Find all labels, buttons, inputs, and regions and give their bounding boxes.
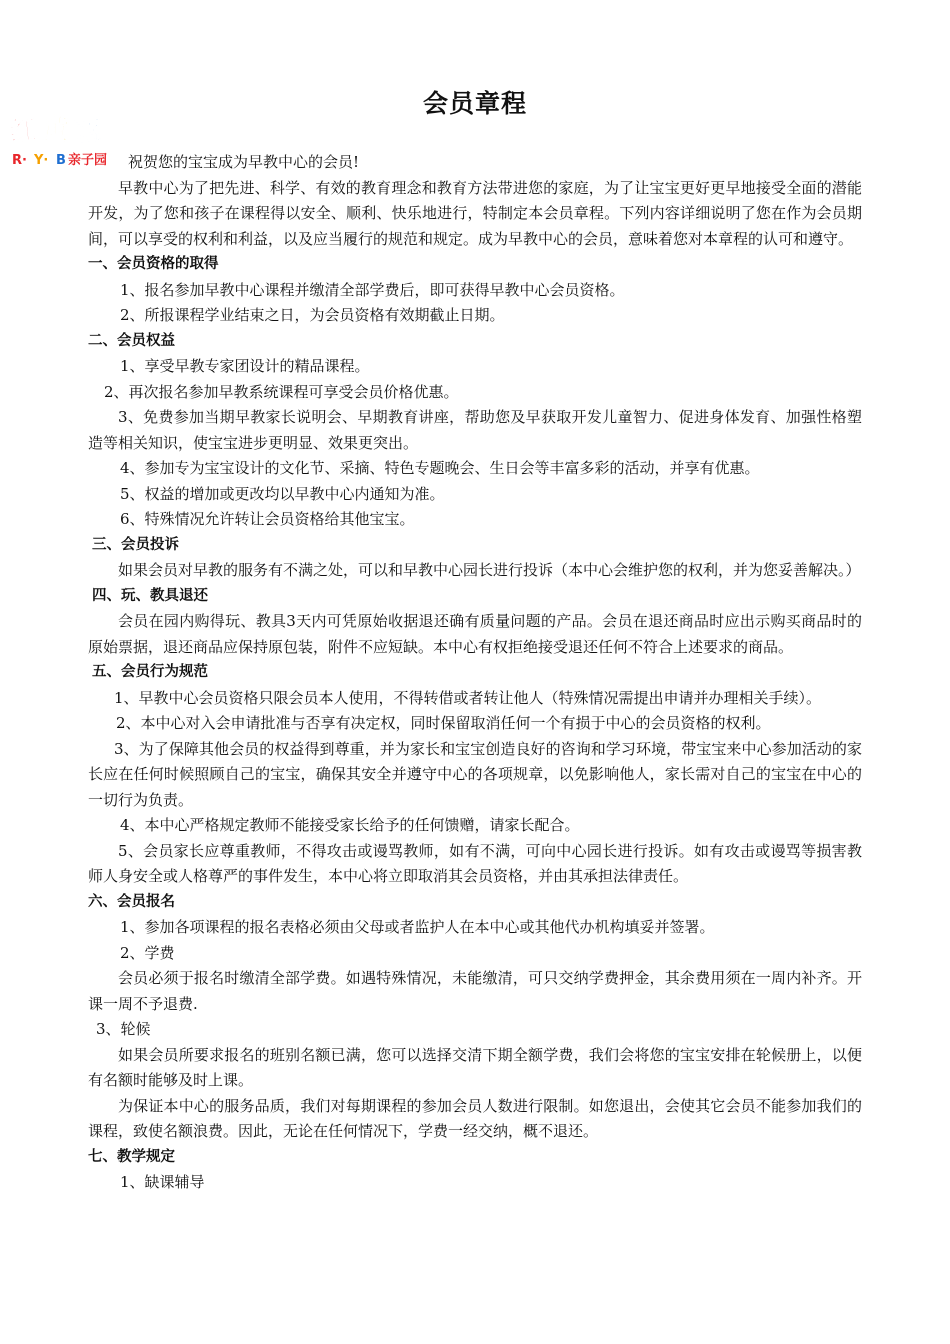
list-item: 1、参加各项课程的报名表格必须由父母或者监护人在本中心或其他代办机构填妥并签署。 — [120, 918, 715, 936]
svg-text:蓝: 蓝 — [72, 115, 103, 148]
svg-text:B: B — [56, 153, 66, 168]
section-paragraph: 为保证本中心的服务品质，我们对每期课程的参加会员人数进行限制。如您退出，会使其它会员不能参加我们的课程，致使名额浪费。因此，无论在任何情况下，学费一经交纳，概不退还。 — [88, 1096, 862, 1140]
list-item: 4、本中心严格规定教师不能接受家长给予的任何馈赠，请家长配合。 — [120, 816, 580, 834]
intro-paragraph: 早教中心为了把先进、科学、有效的教育理念和教育方法带进您的家庭，为了让宝宝更好更早地接受全面的潜能开发，为了您和孩子在课程得以安全、顺利、快乐地进行，特制定本会员章程。下列内容详细说明了您在作为会员期间，可以享受的权利和利益，以及应当履行的规范和规定。成为早教中心的会员，意味着您对本章程的认可和遵守。 — [88, 178, 862, 248]
section-heading: 七、教学规定 — [88, 1148, 175, 1165]
list-item: 6、特殊情况允许转让会员资格给其他宝宝。 — [120, 510, 415, 528]
list-item: 1、报名参加早教中心课程并缴清全部学费后，即可获得早教中心会员资格。 — [120, 280, 625, 299]
section-heading: 五、会员行为规范 — [92, 664, 208, 680]
svg-text:R·: R· — [12, 153, 27, 168]
section-heading: 二、会员权益 — [88, 332, 175, 349]
section-heading: 六、会员报名 — [88, 893, 175, 910]
list-item: 2、本中心对入会申请批准与否享有决定权，同时保留取消任何一个有损于中心的会员资格的权利。 — [116, 714, 771, 732]
svg-text:黄: 黄 — [40, 113, 71, 146]
svg-text:亲子园: 亲子园 — [68, 153, 108, 168]
list-item: 1、缺课辅导 — [120, 1173, 205, 1191]
section-paragraph: 如果会员对早教的服务有不满之处，可以和早教中心园长进行投诉（本中心会维护您的权利，并为您妥善解决。） — [118, 561, 861, 579]
svg-text:Y·: Y· — [34, 153, 49, 168]
list-item: 3、免费参加当期早教家长说明会、早期教育讲座，帮助您及早获取开发儿童智力、促进身体发育、加强性格塑造等相关知识，使宝宝进步更明显、效果更突出。 — [88, 408, 862, 452]
section-heading: 四、玩、教具退还 — [92, 587, 208, 604]
list-item: 5、权益的增加或更改均以早教中心内通知为准。 — [120, 484, 445, 503]
list-item: 5、会员家长应尊重教师，不得攻击或谩骂教师，如有不满，可向中心园长进行投诉。如有攻击或谩骂等损害教师人身安全或人格尊严的事件发生，本中心将立即取消其会员资格，并由其承担法律责任。 — [88, 841, 862, 885]
list-item: 4、参加专为宝宝设计的文化节、采摘、特色专题晚会、生日会等丰富多彩的活动，并享有优惠。 — [120, 459, 760, 477]
list-item: 2、再次报名参加早教系统课程可享受会员价格优惠。 — [104, 382, 459, 401]
section-paragraph: 会员在园内购得玩、教具3天内可凭原始收据退还确有质量问题的产品。会员在退还商品时应出示购买商品时的原始票据，退还商品应保持原包装，附件不应短缺。本中心有权拒绝接受退还任何不符合上述要求的商品。 — [88, 612, 862, 656]
list-item: 1、享受早教专家团设计的精品课程。 — [120, 357, 370, 375]
svg-text:红: 红 — [8, 114, 39, 149]
section-paragraph: 如果会员所要求报名的班别名额已满，您可以选择交清下期全额学费，我们会将您的宝宝安排在轮候册上，以便有名额时能够及时上课。 — [88, 1045, 862, 1089]
list-item: 1、早教中心会员资格只限会员本人使用，不得转借或者转让他人（特殊情况需提出申请并办理相关手续）。 — [114, 688, 822, 707]
section-paragraph: 会员必须于报名时缴清全部学费。如遇特殊情况，未能缴清，可只交纳学费押金，其余费用须在一周内补齐。开课一周不予退费. — [88, 969, 862, 1013]
list-item: 2、学费 — [120, 943, 175, 962]
greeting: 祝贺您的宝宝成为早教中心的会员! — [128, 153, 360, 171]
page-title: 会员章程 — [422, 89, 527, 118]
document-body — [88, 150, 862, 1196]
section-heading: 三、会员投诉 — [92, 536, 179, 553]
list-item: 3、为了保障其他会员的权益得到尊重，并为家长和宝宝创造良好的咨询和学习环境，带宝宝来中心参加活动的家长应在任何时候照顾自己的宝宝，确保其安全并遵守中心的各项规章，以免影响他人，家长需对自己的宝宝在中心的一切行为负责。 — [88, 739, 862, 809]
list-item: 3、轮候 — [96, 1020, 151, 1038]
list-item: 2、所报课程学业结束之日，为会员资格有效期截止日期。 — [120, 306, 505, 324]
section-heading: 一、会员资格的取得 — [88, 256, 219, 272]
